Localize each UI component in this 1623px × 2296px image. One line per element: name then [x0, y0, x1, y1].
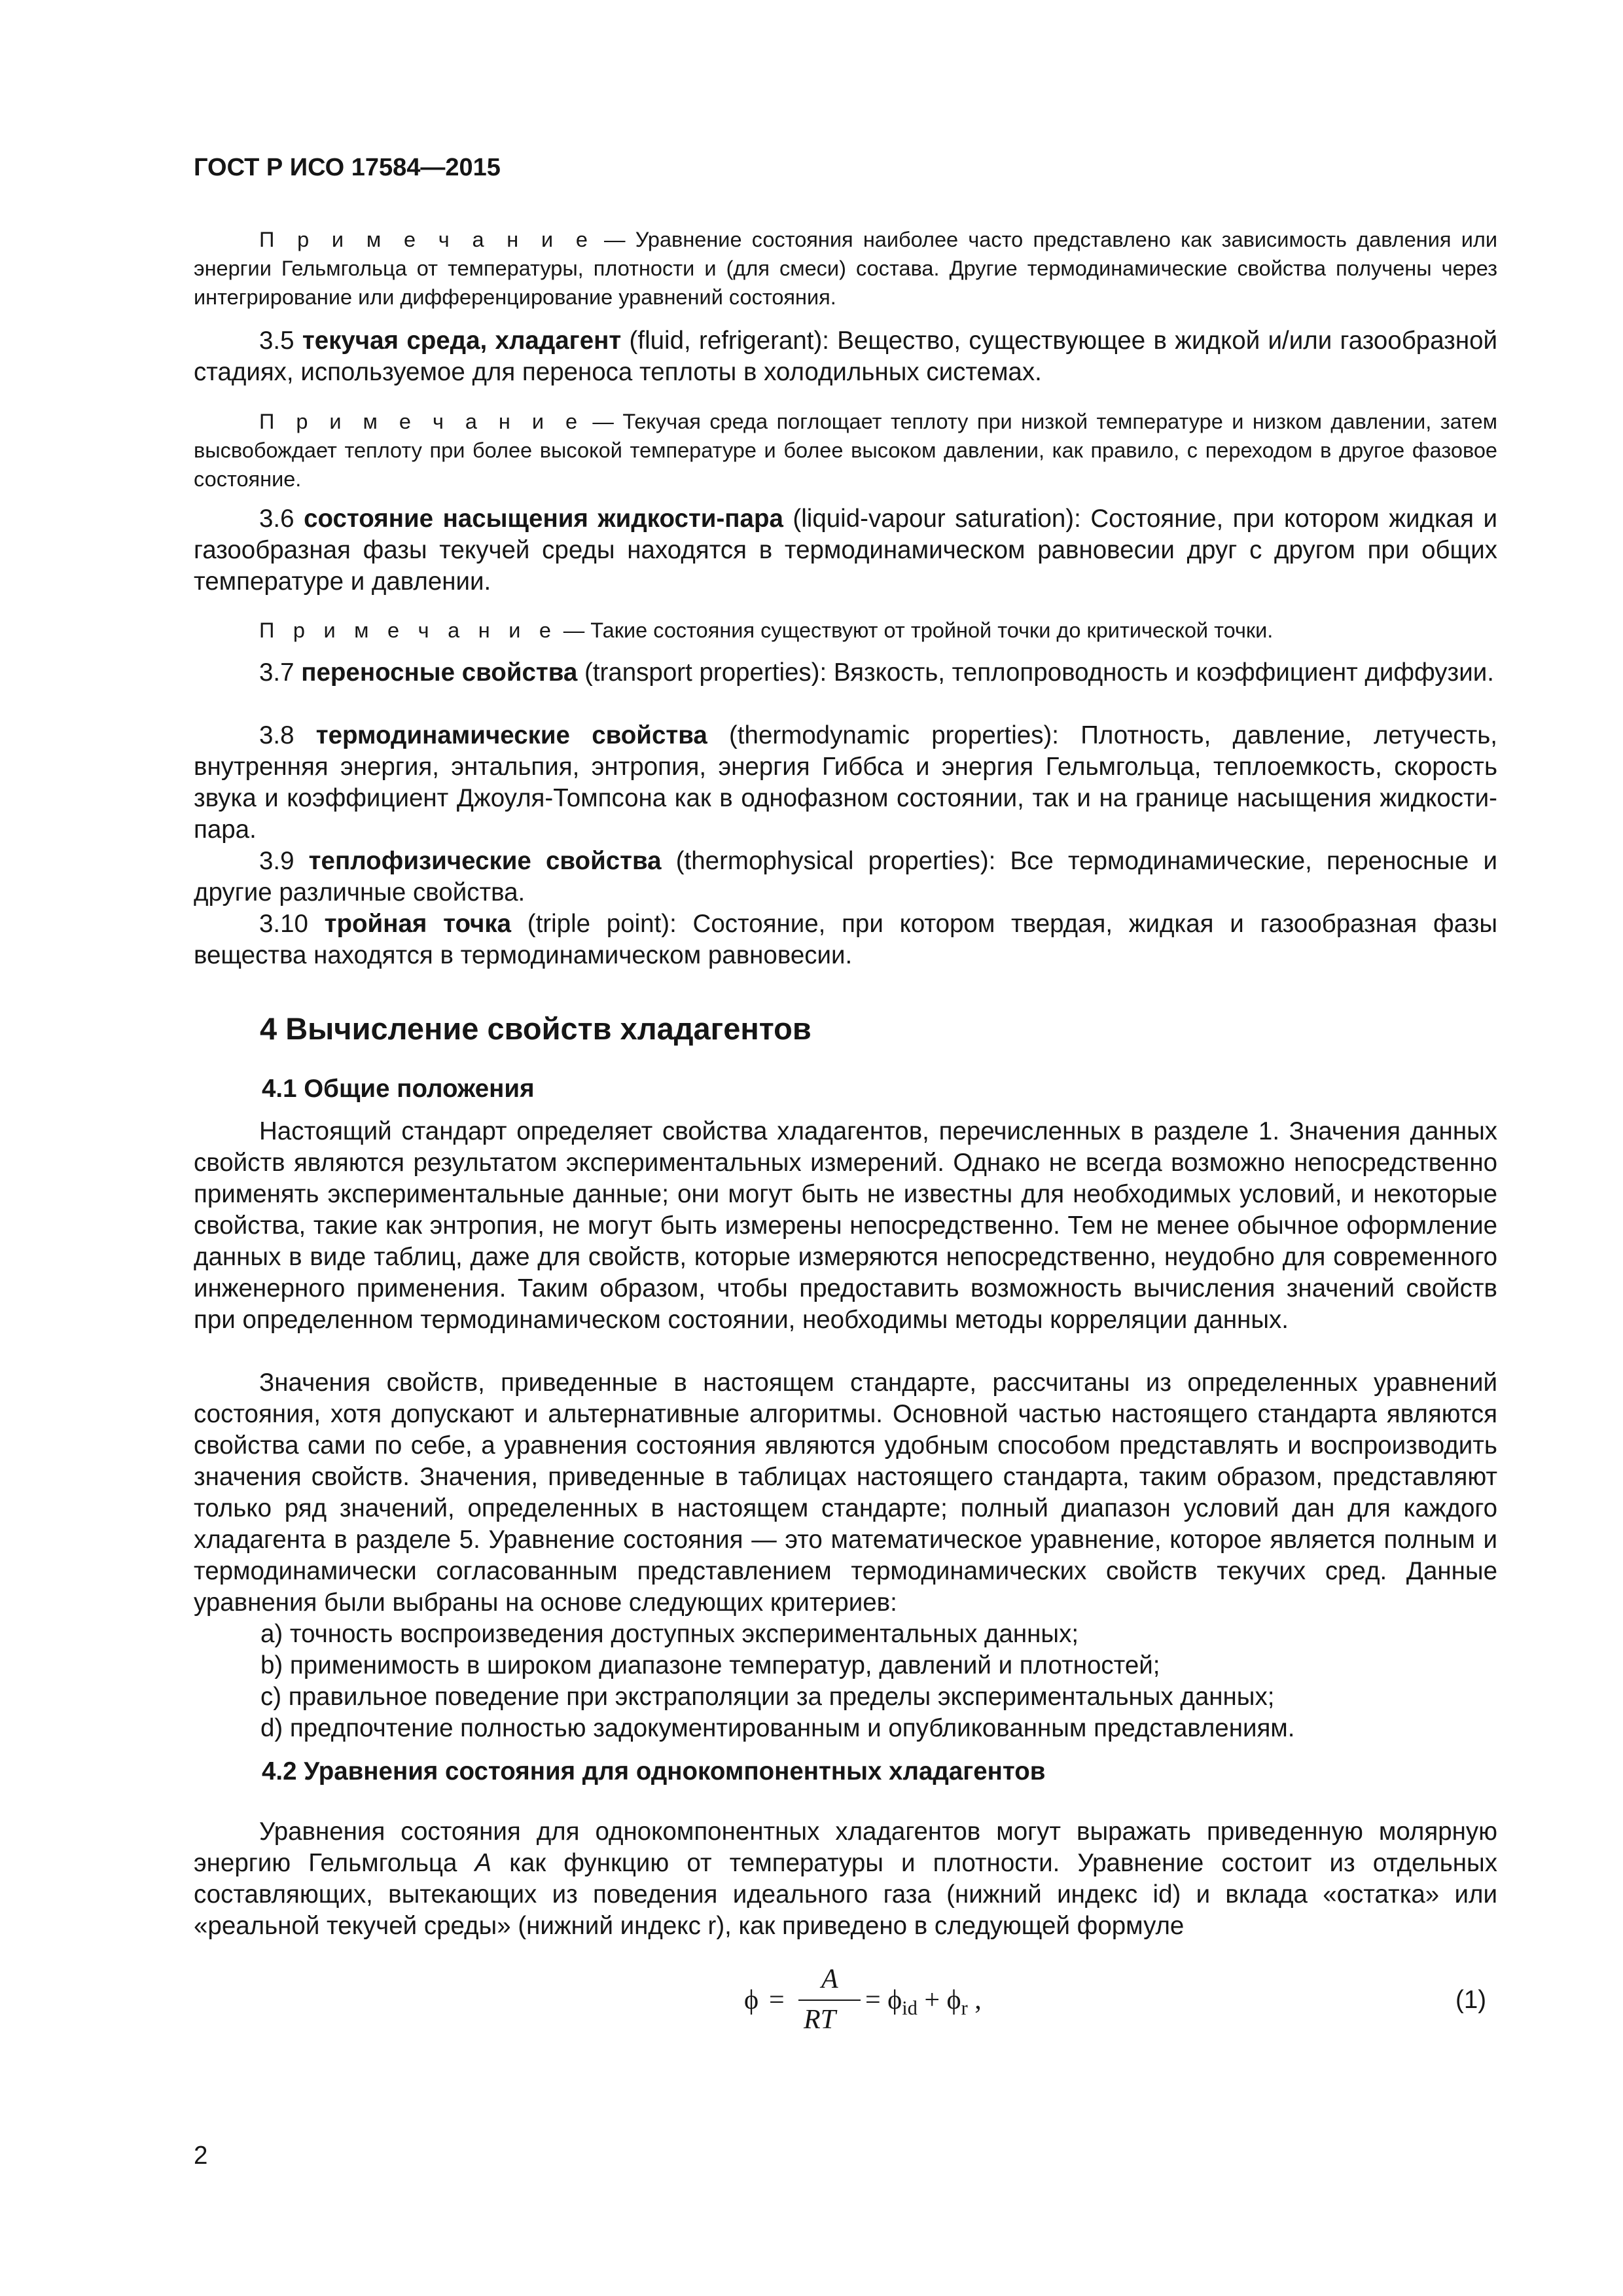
- definition-text: (thermophysical properties): Все термодинамические, переносные и другие различные свойства.: [194, 847, 1497, 906]
- paragraph-text: как функцию от температуры и плотности. Уравнение состоит из отдельных составляющих, вытекающих из поведения идеального газа (нижний индекс id) и вклада «остатка» или «реальной текучей среды» (нижний индекс r), как приведено в следующей формуле: [194, 1849, 1497, 1940]
- definition-text: (fluid, refrigerant): Вещество, существующее в жидкой и/или газообразной стадиях, используемое для переноса теплоты в холодильных системах.: [194, 327, 1498, 386]
- note-label: П р и м е ч а н и е: [259, 410, 584, 433]
- note-text: — Уравнение состояния наиболее часто представлено как зависимость давления или энергии Гельмгольца от температуры, плотности и (для смеси) состава. Другие термодинамические свойства получены через интегрирование или дифференцирование уравнений состояния.: [194, 228, 1497, 309]
- definition-text: (liquid-vapour saturation): Состояние, при котором жидкая и газообразная фазы текучей среды находятся в термодинамическом равновесии друг с другом при общих температуре и давлении.: [194, 505, 1497, 596]
- formula-equals: =: [769, 1985, 785, 2015]
- paragraph-text: Уравнения состояния для однокомпонентных хладагентов могут выражать приведенную молярную энергию Гельмгольца: [194, 1818, 1497, 1877]
- definition-3-10: [194, 908, 1497, 971]
- definition-number: 3.5: [259, 327, 302, 355]
- paragraph-4-1-intro: Настоящий стандарт определяет свойства хладагентов, перечисленных в разделе 1. Значения данных свойств являются результатом экспериментальных измерений. Однако не всегда возможно непосредственно применять экспериментальные данные; они могут быть не известны для необходимых условий, и некоторые свойства, такие как энтропия, не могут быть измерены непосредственно. Тем не менее обычное оформление данных в виде таблиц, даже для свойств, которые измеряются непосредственно, неудобно для современного инженерного применения. Таким образом, чтобы предоставить возможность вычисления значений свойств при определенном термодинамическом состоянии, необходимы методы корреляции данных.: [194, 1117, 1497, 1334]
- definition-number: 3.9: [259, 847, 309, 875]
- list-item: a) точность воспроизведения доступных экспериментальных данных;: [260, 1620, 1079, 1648]
- document-header: ГОСТ Р ИСО 17584—2015: [194, 154, 501, 181]
- formula-phi: ϕ: [744, 1985, 759, 2015]
- paragraph-4-1-criteria: Значения свойств, приведенные в настоящем стандарте, рассчитаны из определенных уравнений состояния, хотя допускают и альтернативные алгоритмы. Основной частью настоящего стандарта являются свойства сами по себе, а уравнения состояния являются удобным способом представлять и воспроизводить значения свойств. Значения, приведенные в таблицах настоящего стандарта, таким образом, представляют только ряд значений, определенных в настоящем стандарте; полный диапазон условий дан для каждого хладагента в разделе 5. Уравнение состояния — это математическое уравнение, которое является полным и термодинамически согласованным представлением термодинамических свойств текучих сред. Данные уравнения были выбраны на основе следующих критериев:: [194, 1369, 1497, 1617]
- formula-subscript-id: id: [902, 1997, 918, 2020]
- definition-text: (thermodynamic properties): Плотность, давление, летучесть, внутренняя энергия, энтальпия, энтропия, энергия Гиббса и энергия Гельмгольца, теплоемкость, скорость звука и коэффициент Джоуля-Томпсона как в однофазном состоянии, так и на границе насыщения жидкости-пара.: [194, 721, 1497, 844]
- definition-number: 3.7: [259, 658, 302, 687]
- note-equation-of-state: [194, 225, 1497, 312]
- definition-3-6: [194, 503, 1497, 598]
- definition-3-8: [194, 720, 1497, 846]
- definition-number: 3.10: [259, 910, 325, 938]
- definition-3-5: [194, 325, 1497, 388]
- variable-a: A: [474, 1849, 492, 1877]
- definition-term: текучая среда, хладагент: [302, 327, 622, 355]
- definition-term: состояние насыщения жидкости-пара: [304, 505, 783, 533]
- formula-1: [736, 1964, 998, 2036]
- definition-3-9: [194, 846, 1497, 908]
- note-3-6: [194, 616, 1497, 645]
- definition-term: термодинамические свойства: [315, 721, 707, 749]
- definition-term: тройная точка: [324, 910, 512, 938]
- note-3-5: [194, 407, 1497, 493]
- note-label: П р и м е ч а н и е: [259, 228, 594, 251]
- list-item: d) предпочтение полностью задокументированным и опубликованным представлениям.: [260, 1714, 1295, 1742]
- formula-subscript-r: r: [961, 1997, 968, 2020]
- subsection-4-2-heading: 4.2 Уравнения состояния для однокомпонентных хладагентов: [262, 1757, 1046, 1785]
- page-number: 2: [194, 2142, 208, 2170]
- definition-text: (triple point): Состояние, при котором твердая, жидкая и газообразная фазы вещества находятся в термодинамическом равновесии.: [194, 910, 1497, 969]
- subsection-4-1-heading: 4.1 Общие положения: [262, 1075, 535, 1103]
- formula-plus-phi: + ϕ: [917, 1985, 961, 2015]
- note-label: П р и м е ч а н и е: [259, 619, 558, 642]
- formula-eq-phi: = ϕ: [865, 1985, 902, 2015]
- definition-number: 3.8: [259, 721, 316, 749]
- note-text: — Такие состояния существуют от тройной точки до критической точки.: [557, 619, 1274, 642]
- formula-numerator: A: [821, 1964, 838, 1994]
- definition-term: теплофизические свойства: [308, 847, 662, 875]
- fraction-bar: [798, 2000, 861, 2001]
- definition-number: 3.6: [259, 505, 304, 533]
- formula-comma: ,: [967, 1985, 982, 2015]
- paragraph-4-2: [194, 1816, 1497, 1942]
- definition-term: переносные свойства: [301, 658, 578, 687]
- formula-denominator: RT: [804, 2005, 836, 2035]
- section-4-heading: 4 Вычисление свойств хладагентов: [260, 1011, 812, 1046]
- note-text: — Текучая среда поглощает теплоту при низкой температуре и низком давлении, затем высвобождает теплоту при более высокой температуре и более высоком давлении, как правило, с переходом в другое фазовое состояние.: [194, 410, 1497, 491]
- list-item: b) применимость в широком диапазоне температур, давлений и плотностей;: [260, 1651, 1160, 1679]
- list-item: c) правильное поведение при экстраполяции за пределы экспериментальных данных;: [260, 1683, 1275, 1711]
- definition-text: (transport properties): Вязкость, теплопроводность и коэффициент диффузии.: [577, 658, 1494, 687]
- definition-3-7: [194, 657, 1497, 689]
- equation-number: (1): [1455, 1986, 1487, 2014]
- formula-rhs: [865, 1984, 982, 2020]
